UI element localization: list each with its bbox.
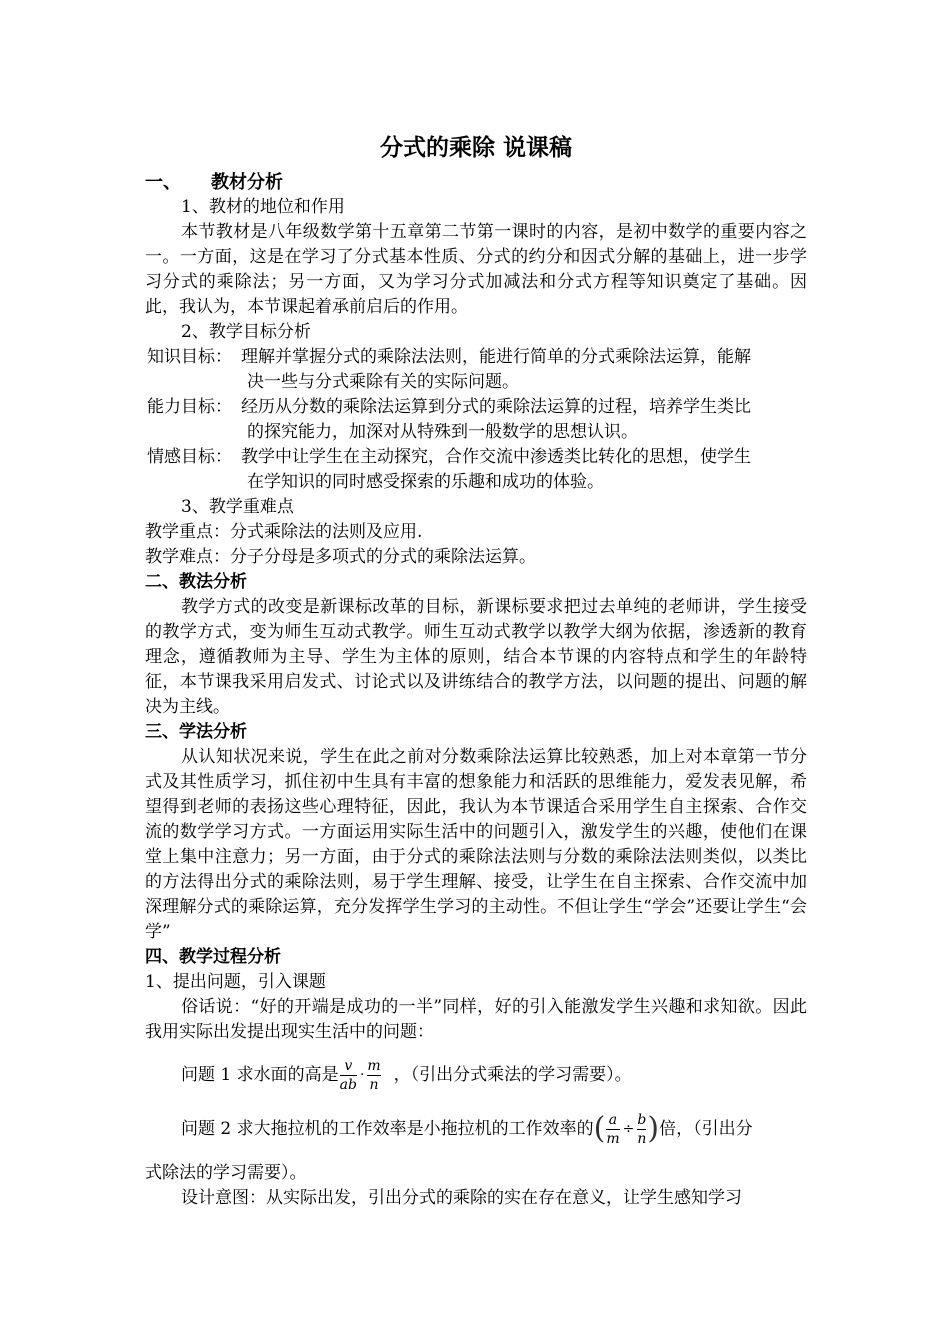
section-title: 教材分析 xyxy=(211,172,283,193)
page-title: 分式的乘除 说课稿 xyxy=(379,135,572,161)
difficult-point: 教学难点：分子分母是多项式的分式的乘除法运算。 xyxy=(145,547,536,567)
paragraph-learning-method: 从认知状况来说，学生在此之前对分数乘除法运算比较熟悉，加上对本章第一节分式及其性质学习，抓住初中生具有丰富的想象能力和活跃的思维能力，爱发表见解，希望得到老师的表扬这些心理特征，因此，我认为本节课适合采用学生自主探索、合作交流的数学学习方式。一方面运用实际生活中的问题引入，激发学生的兴趣，使他们在课堂上集中注意力；另一方面，由于分式的乘除法法则与分数的乘除法法则类似，以类比的方法得出分式的乘除法则，易于学生理解、接受，让学生在自主探索、合作交流中加深理解分式的乘除运算，充分发挥学生学习的主动性。不但让学生“学会”还要让学生“会学” xyxy=(145,747,807,942)
goal-knowledge xyxy=(145,345,807,395)
fraction-numerator: m xyxy=(367,1057,381,1074)
question-1-prefix: 问题 1 求水面的高是 xyxy=(181,1064,339,1085)
subheading-position-role: 1、教材的地位和作用 xyxy=(181,197,345,217)
paragraph-teaching-method: 教学方式的改变是新课标改革的目标，新课标要求把过去单纯的老师讲，学生接受的教学方式，变为师生互动式教学。师生互动式教学以教学大纲为依据，渗透新的教育理念，遵循教师为主导、学生为主体的原则，结合本节课的内容特点和学生的年龄特征，本节课我采用启发式、讨论式以及讲练结合的教学方法，以问题的提出、问题的解决为主线。 xyxy=(145,597,807,717)
left-parenthesis: ( xyxy=(593,1111,606,1146)
question-1 xyxy=(145,1051,807,1099)
paragraph-position-role: 本节教材是八年级数学第十五章第二节第一课时的内容，是初中数学的重要内容之一。一方面，这是在学习了分式基本性质、分式的约分和因式分解的基础上，进一步学习分式的乘除法；另一方面，又为学习分式加减法和分式方程等知识奠定了基础。因此，我认为，本节课起着承前启后的作用。 xyxy=(145,222,807,317)
section-heading-learning-method: 三、学法分析 xyxy=(145,722,247,742)
question-1-suffix: ，（引出分式乘法的学习需要）。 xyxy=(393,1064,632,1085)
subheading-key-difficult: 3、教学重难点 xyxy=(181,497,294,517)
goal-text xyxy=(241,395,807,445)
design-intent: 设计意图：从实际出发，引出分式的乘除的实在存在意义，让学生感知学习 xyxy=(181,1188,742,1208)
section-heading-teaching-method: 二、教法分析 xyxy=(145,572,247,592)
goal-emotion xyxy=(145,445,807,495)
subheading-raise-question: 1、提出问题，引入课题 xyxy=(145,972,326,992)
fraction-denominator: n xyxy=(637,1130,647,1147)
subheading-teaching-goals: 2、教学目标分析 xyxy=(181,322,311,342)
goal-label: 能力目标： xyxy=(147,397,232,417)
goal-label: 情感目标： xyxy=(147,447,232,467)
section-heading-textbook-analysis xyxy=(145,170,807,195)
multiply-operator: · xyxy=(359,1066,365,1083)
fraction-numerator: b xyxy=(637,1111,647,1128)
question-2-continuation: 式除法的学习需要）。 xyxy=(145,1163,307,1183)
goal-ability xyxy=(145,395,807,445)
divide-operator: ÷ xyxy=(622,1120,635,1137)
fraction-m-over-n xyxy=(367,1058,380,1093)
goal-text-line2: 的探究能力，加深对从特殊到一般数学的思想认识。 xyxy=(247,422,638,442)
question-2-suffix: 倍，（引出分 xyxy=(659,1118,753,1139)
fraction-a-over-m xyxy=(606,1112,619,1147)
goal-text-line1: 理解并掌握分式的乘除法法则，能进行简单的分式乘除法运算，能解 xyxy=(241,347,751,367)
question-2-prefix: 问题 2 求大拖拉机的工作效率是小拖拉机的工作效率的 xyxy=(181,1118,594,1139)
fraction-denominator: n xyxy=(369,1076,379,1093)
section-heading-teaching-process: 四、教学过程分析 xyxy=(145,947,281,967)
goal-text-line2: 在学知识的同时感受探索的乐趣和成功的体验。 xyxy=(247,472,604,492)
fraction-bar xyxy=(340,1075,357,1076)
section-number: 一、 xyxy=(145,172,181,193)
fraction-bar xyxy=(606,1129,619,1130)
fraction-denominator: ab xyxy=(339,1076,357,1093)
fraction-denominator: m xyxy=(606,1130,620,1147)
fraction-numerator: v xyxy=(344,1057,353,1074)
fraction-v-over-ab xyxy=(340,1058,357,1093)
paragraph-intro: 俗话说：“好的开端是成功的一半”同样，好的引入能激发学生兴趣和求知欲。因此我用实际出发提出现实生活中的问题： xyxy=(145,997,807,1042)
goal-text xyxy=(241,445,807,495)
goal-text-line1: 教学中让学生在主动探究，合作交流中渗透类比转化的思想，使学生 xyxy=(241,447,751,467)
fraction-bar xyxy=(637,1129,646,1130)
goal-text xyxy=(241,345,807,395)
key-point: 教学重点：分式乘除法的法则及应用. xyxy=(145,522,423,542)
fraction-b-over-n xyxy=(637,1112,646,1147)
fraction-bar xyxy=(367,1075,380,1076)
document-body xyxy=(145,132,807,1211)
goal-label: 知识目标： xyxy=(147,347,232,367)
right-parenthesis: ) xyxy=(647,1111,660,1146)
goal-text-line2: 决一些与分式乘除有关的实际问题。 xyxy=(247,372,519,392)
fraction-numerator: a xyxy=(608,1111,618,1128)
question-2 xyxy=(145,1103,807,1155)
goal-text-line1: 经历从分数的乘除法运算到分式的乘除法运算的过程，培养学生类比 xyxy=(241,397,751,417)
